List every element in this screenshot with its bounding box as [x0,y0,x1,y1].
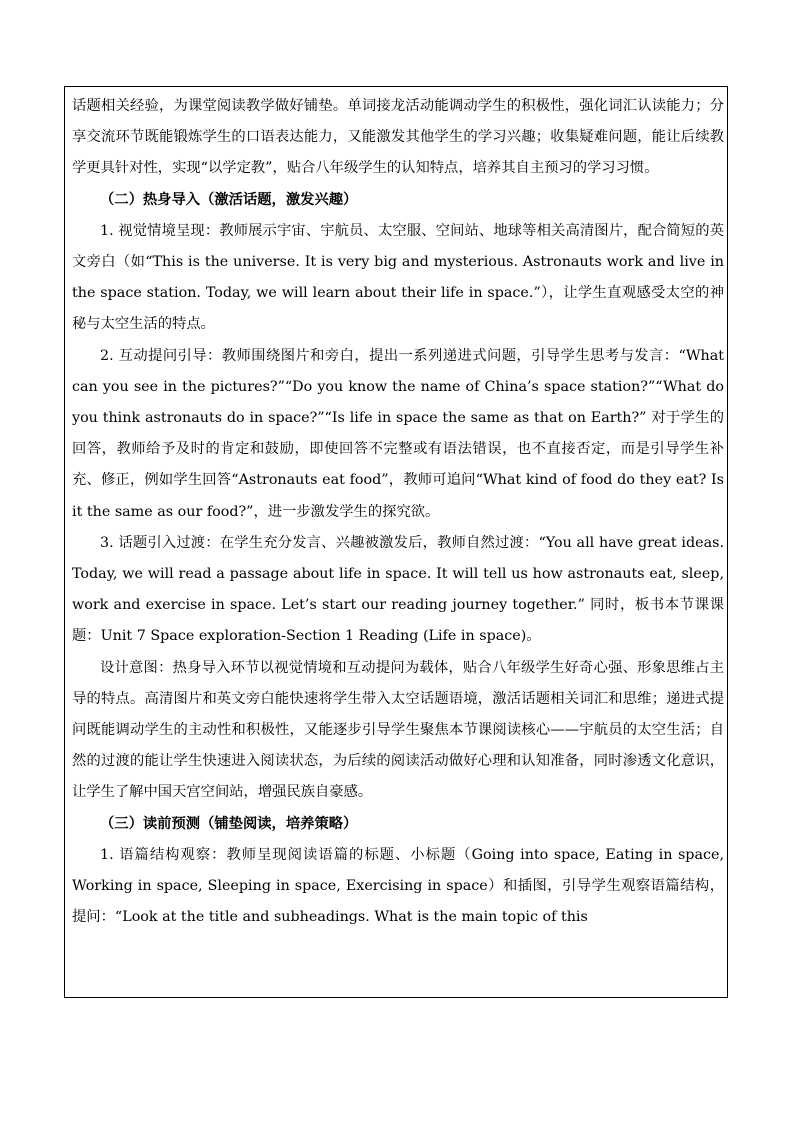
paragraph-design-intent: 设计意图：热身导入环节以视觉情境和互动提问为载体，贴合八年级学生好奇心强、形象思维占主导的特点。高清图片和英文旁白能快速将学生带入太空话题语境，激活话题相关词汇和思维；递进式提问既能调动学生的主动性和积极性，又能逐步引导学生聚焦本节课阅读核心——宇航员的太空生活；自然的过渡的能让学生快速进入阅读状态，为后续的阅读活动做好心理和认知准备，同时渗透文化意识，让学生了解中国天宫空间站，增强民族自豪感。 [72,659,724,801]
document-body [72,91,724,933]
section-heading-pre-reading: （三）读前预测（铺垫阅读，培养策略） [100,815,358,832]
paragraph-topic-transition: 3. 话题引入过渡：在学生充分发言、兴趣被激发后，教师自然过渡：“You all have great ideas. Today, we will read a passage about life in space. It will tell us how astronauts eat, sleep, work and exercise in space. Let’s start our reading journey together.” 同时，板书本节课课题：Unit 7 Space exploration-Section 1 Reading (Life in space)。 [72,534,724,645]
paragraph-visual-context: 1. 视觉情境呈现：教师展示宇宙、宇航员、太空服、空间站、地球等相关高清图片，配合简短的英文旁白（如“This is the universe. It is very big and mysterious. Astronauts work and live in the space station. Today, we will learn about their life in space.”），让学生直观感受太空的神秘与太空生活的特点。 [72,222,724,333]
paragraph-structure-observation: 1. 语篇结构观察：教师呈现阅读语篇的标题、小标题（Going into space, Eating in space, Working in space, Sleeping in space, Exercising in space）和插图，引导学生观察语篇结构，提问：“Look at the title and subheadings. What is the main topic of this [72,846,724,926]
paragraph-preview-rationale: 话题相关经验，为课堂阅读教学做好铺垫。单词接龙活动能调动学生的积极性，强化词汇认读能力；分享交流环节既能锻炼学生的口语表达能力，又能激发其他学生的学习兴趣；收集疑难问题，能让后续教学更具针对性，实现“以学定教”，贴合八年级学生的认知特点，培养其自主预习的学习习惯。 [72,98,724,177]
paragraph-interactive-questions: 2. 互动提问引导：教师围绕图片和旁白，提出一系列递进式问题，引导学生思考与发言：“What can you see in the pictures?”“Do you know the name of China’s space station?”“What do you think astronauts do in space?”“Is life in space the same as that on Earth?” 对于学生的回答，教师给予及时的肯定和鼓励，即使回答不完整或有语法错误，也不直接否定，而是引导学生补充、修正，例如学生回答“Astronauts eat food”，教师可追问“What kind of food do they eat? Is it the same as our food?”，进一步激发学生的探究欲。 [72,347,724,520]
section-heading-warm-up: （二）热身导入（激活话题，激发兴趣） [100,191,358,208]
